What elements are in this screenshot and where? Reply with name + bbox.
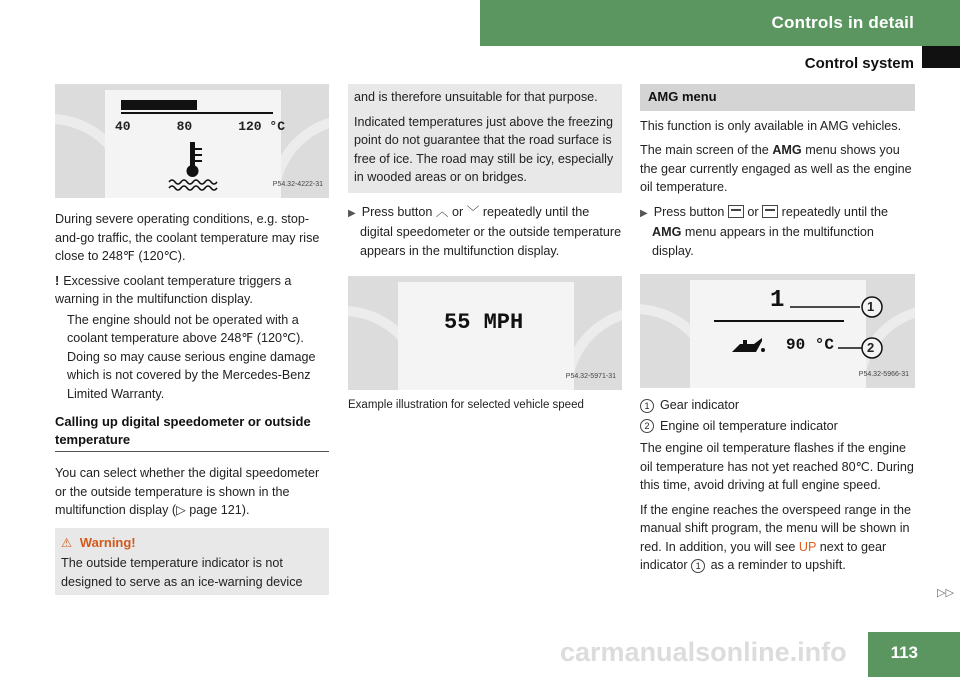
continue-marker: ▷▷ xyxy=(937,587,954,599)
subsection-title: Control system xyxy=(804,55,914,72)
step-text: or xyxy=(452,204,464,219)
coolant-temperature-icon xyxy=(167,140,221,192)
menu-button-icon xyxy=(762,205,778,218)
warning-text: The outside temperature indicator is not designed to serve as an ice-warning device xyxy=(61,556,303,589)
paragraph: The engine oil temperature flashes if the engine oil temperature has not yet reached 80℃. During this time, avoid driving at full engine speed. xyxy=(640,441,914,492)
watermark: carmanualsonline.info xyxy=(560,637,847,667)
speedometer-image xyxy=(348,276,622,390)
scale-40: 40 xyxy=(115,119,131,134)
list-item: 1 Gear indicator xyxy=(640,396,915,415)
callout-2: 2 xyxy=(867,340,875,355)
speed-readout: 55 MPH xyxy=(444,310,524,335)
column-2 xyxy=(348,84,622,415)
scale-80: 80 xyxy=(176,119,193,134)
amg-menu-image xyxy=(640,274,915,388)
note-text: Excessive coolant temperature triggers a warning in the multifunction display. xyxy=(55,273,292,306)
note-mark: ! xyxy=(55,273,60,288)
arrow-up-button-icon: ︿ xyxy=(435,204,449,219)
page-number: 113 xyxy=(890,643,918,662)
step-arrow-icon: ▶ xyxy=(640,207,648,219)
callout-1: 1 xyxy=(867,299,875,314)
step-text: repeatedly until the digital speedometer or the outside temperature appears in the multifunction display. xyxy=(360,204,622,258)
paragraph: If the engine reaches the overspeed range in the manual shift program, the menu will be shown in red. In addition, you will see UP next to gear indicator 1 as a reminder to upshift. xyxy=(640,502,911,572)
arrow-down-button-icon: ﹀ xyxy=(466,204,480,219)
menu-button-icon xyxy=(728,205,744,218)
note xyxy=(55,272,329,309)
instruction-step: ▶ Press button or repeatedly until the AMG menu appears in the multifunction display. xyxy=(640,204,889,258)
warning-box xyxy=(55,528,329,596)
step-text: Press button xyxy=(361,204,433,219)
paragraph: You can select whether the digital speedometer or the outside temperature is shown in the multifunction display (▷ page 121). xyxy=(55,466,320,517)
gear-readout: 1 xyxy=(770,287,785,314)
paragraph: During severe operating conditions, e.g. stop-and-go traffic, the coolant temperature may rise close to 248℉ (120℃). xyxy=(55,212,320,263)
column-1 xyxy=(55,84,329,595)
warning-continued-box xyxy=(348,84,622,193)
oil-can-icon xyxy=(730,332,766,358)
list-item: 2 Engine oil temperature indicator xyxy=(640,417,915,436)
note-continued: The engine should not be operated with a coolant temperature above 248℉ (120℃). Doing so may cause serious engine damage which is not covered by the Mercedes-Benz Limited Warranty. xyxy=(67,312,316,401)
step-arrow-icon: ▶ xyxy=(348,207,356,219)
section-heading: AMG menu xyxy=(640,84,915,111)
warning-icon: ⚠ xyxy=(61,535,73,550)
header-bar xyxy=(480,0,960,46)
scale-120: 120 °C xyxy=(238,119,285,134)
warning-continued: Indicated temperatures just above the freezing point do not guarantee that the road surface is free of ice. The road may still be icy, especially in wooded areas or on bridges. xyxy=(354,114,614,184)
warning-title: Warning! xyxy=(79,534,136,550)
image-code: P54.32-5966-31 xyxy=(858,370,909,378)
paragraph: This function is only available in AMG vehicles. xyxy=(640,118,902,133)
paragraph: The main screen of the AMG menu shows you the gear currently engaged as well as the engine oil temperature. xyxy=(640,143,912,194)
warning-continued: and is therefore unsuitable for that purpose. xyxy=(354,90,598,104)
instruction-step xyxy=(348,203,622,261)
section-title: Controls in detail xyxy=(771,13,914,32)
oil-temp-readout: 90 °C xyxy=(786,336,835,354)
image-code: P54.32-4222-31 xyxy=(272,180,323,188)
header-tab-marker xyxy=(922,46,960,68)
image-code: P54.32-5971-31 xyxy=(565,372,616,380)
section-heading: Calling up digital speedometer or outside temperature xyxy=(55,413,329,452)
column-3 xyxy=(640,84,915,581)
image-caption: Example illustration for selected vehicle speed xyxy=(348,399,584,411)
page-number-box xyxy=(868,632,960,677)
coolant-gauge-image xyxy=(55,84,329,198)
